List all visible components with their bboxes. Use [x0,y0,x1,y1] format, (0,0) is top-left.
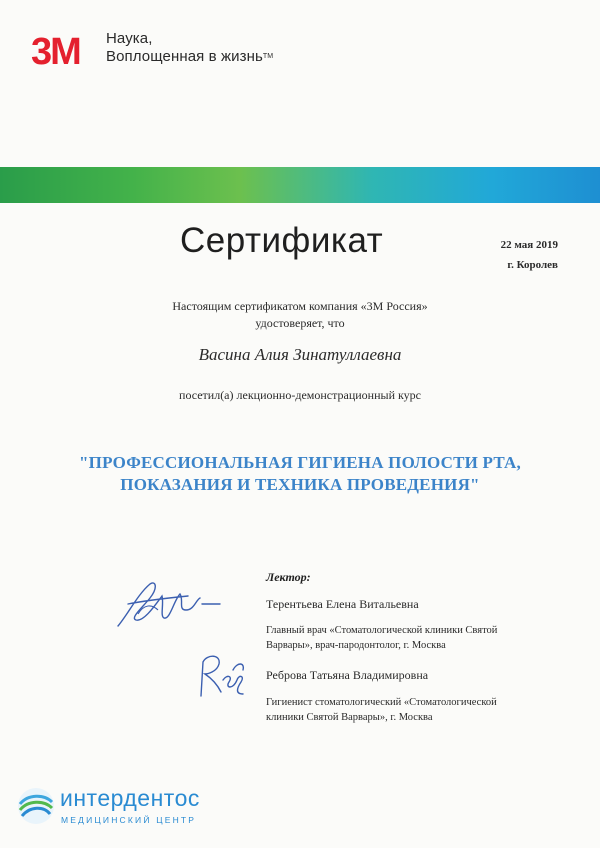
partner-subtitle: МЕДИЦИНСКИЙ ЦЕНТР [61,815,197,825]
signature-2-icon [193,650,251,704]
issue-city: г. Королев [507,259,558,271]
certificate-title: Сертификат [180,221,384,260]
partner-name: интердентос [60,785,200,811]
recipient-name: Васина Алия Зинатуллаевна [198,345,402,364]
course-title [0,452,600,496]
lecturer-1-name: Терентьева Елена Витальевна [266,597,419,611]
slogan-line-2: Воплощенная в жизнь [106,48,263,65]
date-block [501,235,558,275]
lecturer-2-description [266,695,556,725]
intro-text [0,298,600,332]
signature-1-icon [108,574,223,634]
interdentos-logo-icon [16,786,56,826]
course-line-1: "ПРОФЕССИОНАЛЬНАЯ ГИГИЕНА ПОЛОСТИ РТА, [79,453,521,472]
gradient-band [0,167,600,203]
intro-line-2: удостоверяет, что [255,316,345,330]
course-line-2: ПОКАЗАНИЯ И ТЕХНИКА ПРОВЕДЕНИЯ" [120,475,480,494]
brand-slogan [106,30,273,66]
lecturer-heading: Лектор: [266,570,311,584]
lecturer-2-name: Реброва Татьяна Владимировна [266,668,429,682]
slogan-line-1: Наука, [106,30,153,47]
intro-line-1: Настоящим сертификатом компания «3М Россия» [172,299,428,313]
issue-date: 22 мая 2019 [500,239,558,251]
lecturer-2-desc-line-2: клиники Святой Варвары», г. Москва [266,712,433,723]
trademark-mark: TM [262,53,274,60]
attended-text: посетил(а) лекционно-демонстрационный курс [179,388,421,402]
lecturer-1-desc-line-2: Варвары», врач-пародонтолог, г. Москва [266,640,446,651]
lecturer-2-desc-line-1: Гигиенист стоматологический «Стоматологической [266,697,497,708]
lecturer-1-description [266,623,556,653]
lecturer-1-desc-line-1: Главный врач «Стоматологической клиники Святой [266,625,498,636]
3m-logo-text: 3M [31,31,80,69]
3m-logo [31,31,99,69]
